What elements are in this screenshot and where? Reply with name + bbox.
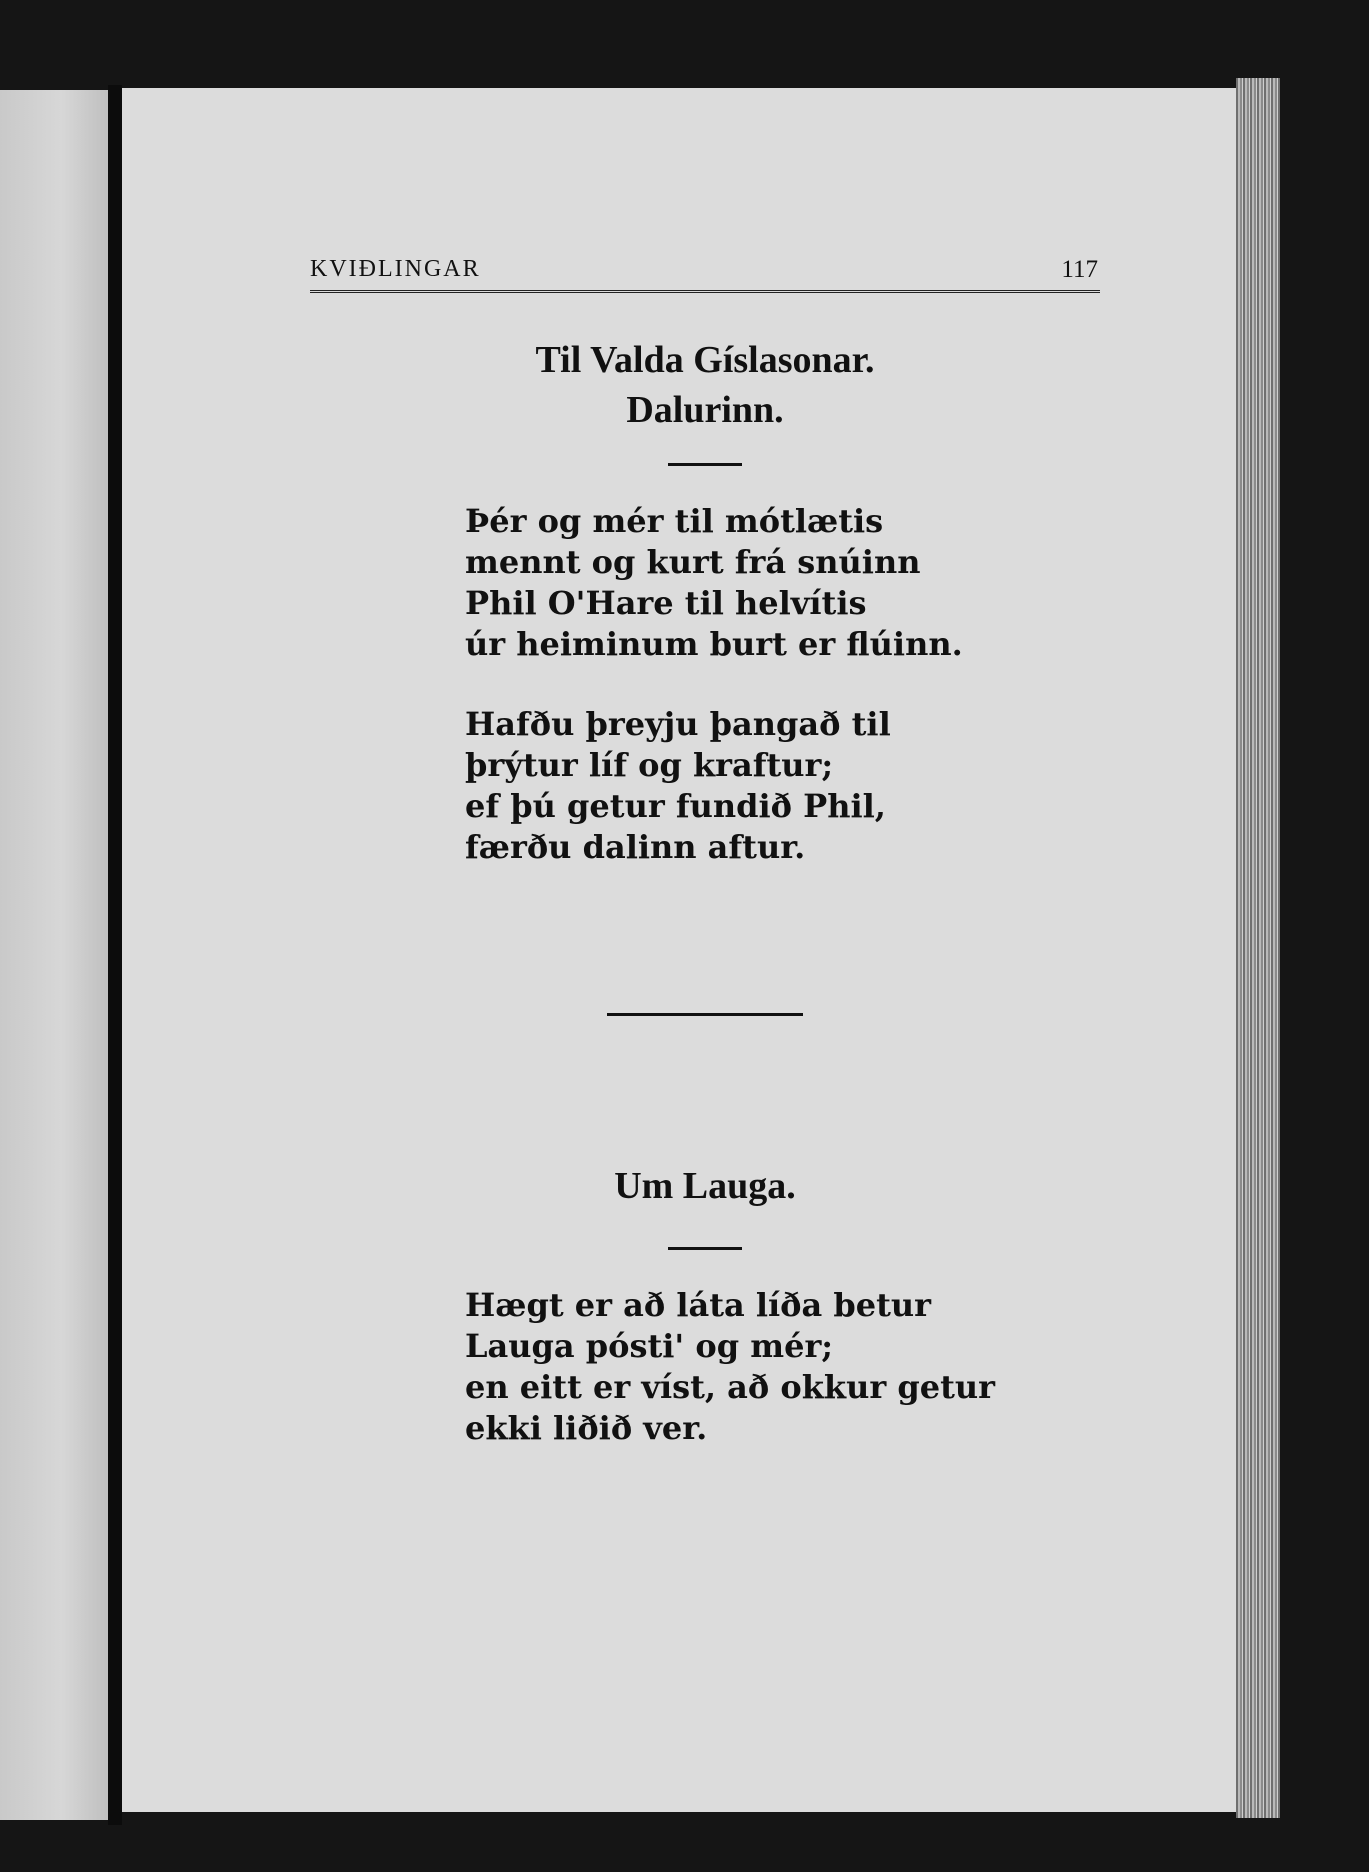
- poem-line: Hægt er að láta líða betur: [465, 1286, 932, 1324]
- book-gutter: [108, 85, 122, 1825]
- page-fore-edge: [1236, 78, 1280, 1818]
- poem2-stanza-1: [465, 1285, 1100, 1449]
- poem-line: Hafðu þreyju þangað til: [465, 705, 891, 743]
- poem-line: mennt og kurt frá snúinn: [465, 543, 921, 581]
- poem1-stanza-2: [465, 704, 1100, 868]
- section-divider: [607, 1013, 803, 1016]
- page-content: [310, 250, 1100, 1449]
- poem-line: Þér og mér til mótlætis: [465, 502, 884, 540]
- poem1-subtitle: Dalurinn.: [626, 389, 784, 431]
- poem-line: þrýtur líf og kraftur;: [465, 746, 834, 784]
- poem-line: ef þú getur fundið Phil,: [465, 787, 886, 825]
- left-page-edge: [0, 90, 112, 1820]
- running-head: KVIÐLINGAR: [310, 256, 481, 282]
- poem-line: færðu dalinn aftur.: [465, 828, 806, 866]
- poem-line: Lauga pósti' og mér;: [465, 1327, 834, 1365]
- poem1-stanza-1: [465, 501, 1100, 665]
- poem-line: en eitt er víst, að okkur getur: [465, 1368, 995, 1406]
- poem1-title: Til Valda Gíslasonar.: [535, 339, 875, 381]
- poem-line: Phil O'Hare til helvítis: [465, 584, 867, 622]
- poem-line: ekki liðið ver.: [465, 1409, 708, 1447]
- page-header: [310, 250, 1100, 293]
- poem2-title: Um Lauga.: [614, 1165, 796, 1207]
- short-divider: [668, 463, 742, 466]
- page-number: 117: [1061, 256, 1098, 283]
- poem-line: úr heiminum burt er flúinn.: [465, 625, 963, 663]
- short-divider: [668, 1247, 742, 1250]
